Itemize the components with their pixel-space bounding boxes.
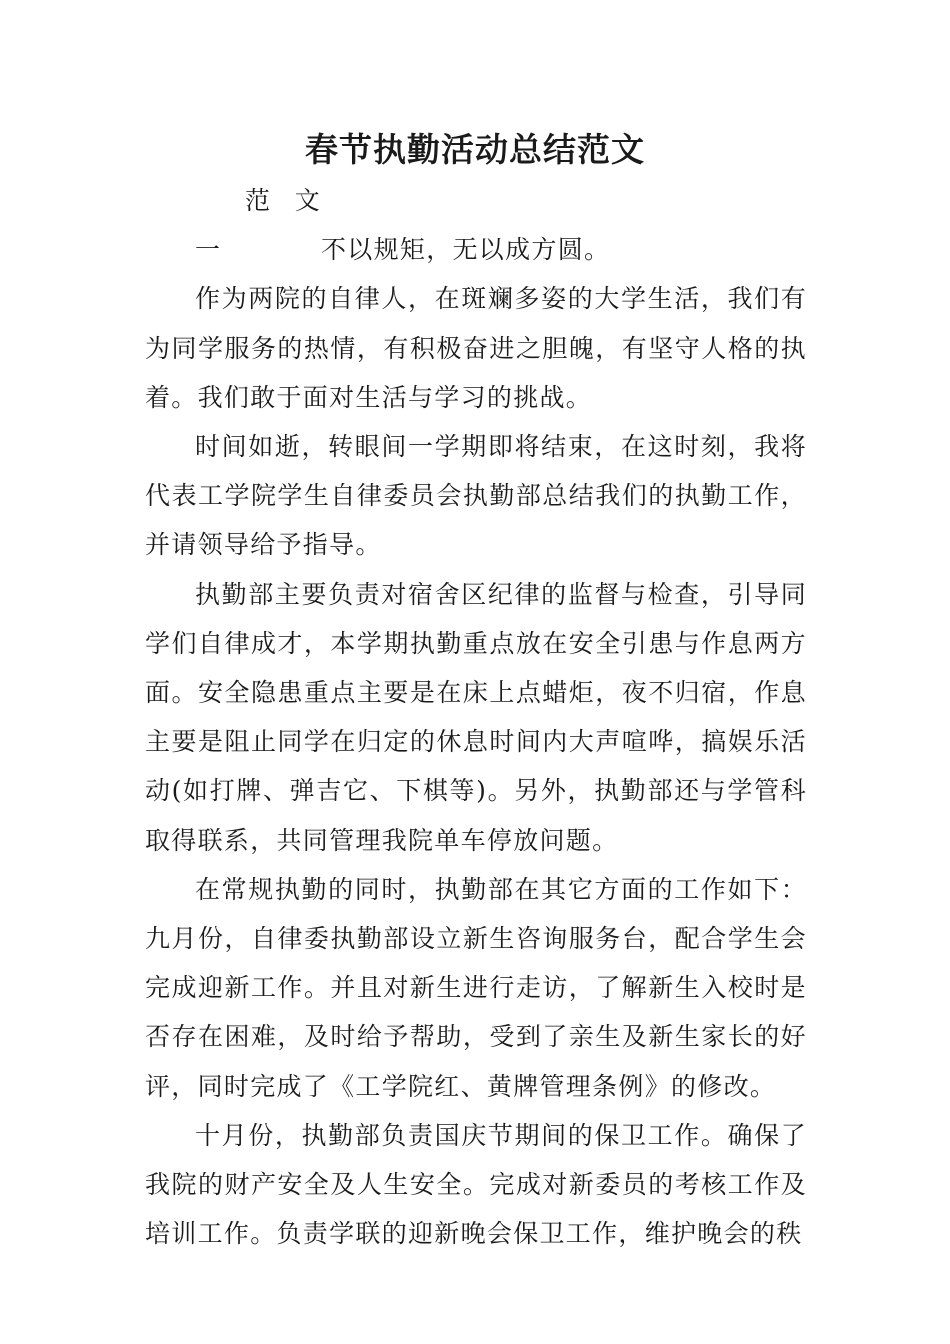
opening-quote: 不以规矩，无以成方圆。 [321, 235, 611, 265]
document-title: 春节执勤活动总结范文 [305, 130, 645, 169]
opening-line [145, 176, 807, 274]
paragraph: 执勤部主要负责对宿舍区纪律的监督与检查，引导同学们自律成才，本学期执勤重点放在安全引患与作息两方面。安全隐患重点主要是在床上点蜡炬，夜不归宿，作息主要是阻止同学在归定的休息时间内大声喧哗，搞娱乐活动(如打牌、弹吉它、下棋等)。另外，执勤部还与学管科取得联系，共同管理我院单车停放问题。 [145, 579, 807, 855]
paragraph: 作为两院的自律人，在斑斓多姿的大学生活，我们有为同学服务的热情，有积极奋进之胆魄，有坚守人格的执着。我们敢于面对生活与学习的挑战。 [145, 284, 807, 412]
paragraph: 时间如逝，转眼间一学期即将结束，在这时刻，我将代表工学院学生自律委员会执勤部总结我们的执勤工作，并请领导给予指导。 [145, 432, 807, 560]
document-body [145, 176, 807, 1258]
section-label: 范文一 [195, 186, 321, 265]
paragraph: 在常规执勤的同时，执勤部在其它方面的工作如下：九月份，自律委执勤部设立新生咨询服务台，配合学生会完成迎新工作。并且对新生进行走访，了解新生入校时是否存在困难，及时给予帮助，受到了亲生及新生家长的好评，同时完成了《工学院红、黄牌管理条例》的修改。 [145, 874, 807, 1101]
paragraph: 十月份，执勤部负责国庆节期间的保卫工作。确保了我院的财产安全及人生安全。完成对新委员的考核工作及培训工作。负责学联的迎新晚会保卫工作，维护晚会的秩 [145, 1120, 807, 1249]
